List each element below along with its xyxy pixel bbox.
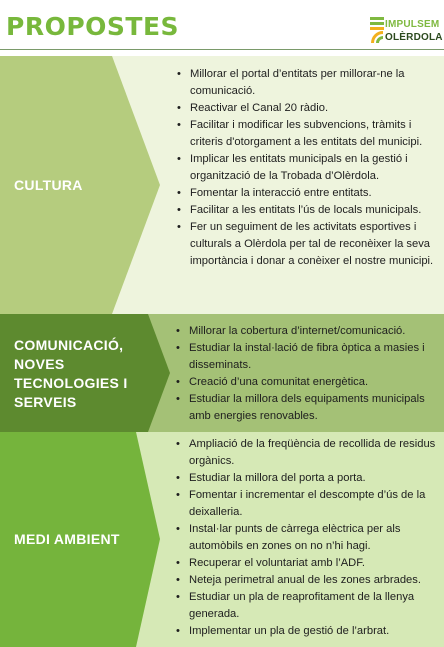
list-item: • Fer un seguiment de les activitats esportives i culturals a Olèrdola per tal de reconèixer la seva importància i donar a conèixer el nostre municipi. [176,219,434,270]
section-comunicacio-arrow [148,314,170,432]
list-item: • Fomentar i incrementar el descompte d’ús de la deixalleria. [175,487,437,521]
list-item: • Neteja perimetral anual de les zones arbrades. [175,572,437,589]
logo-text-impulsem: IMPULSEM [385,19,440,30]
list-item: • Implicar les entitats municipals en la gestió i organització de la Trobada d’Olèrdola. [176,151,434,185]
section-cultura-list [176,66,434,270]
list-item: • Ampliació de la freqüència de recollida de residus orgànics. [175,436,437,470]
list-item: • Implementar un pla de gestió de l’arbrat. [175,623,437,640]
list-item: • Fomentar la interacció entre entitats. [176,185,434,202]
list-item: • Facilitar a les entitats l’ús de locals municipals. [176,202,434,219]
section-comunicacio-title: COMUNICACIÓ, NOVES TECNOLOGIES I SERVEIS [14,337,128,410]
section-comunicacio [0,314,444,432]
list-item: • Creació d’una comunitat energètica. [175,374,435,391]
section-medi-ambient-list [175,436,437,640]
list-item: • Estudiar la millora dels equipaments municipals amb energies renovables. [175,391,435,425]
list-item: • Instal·lar punts de càrrega elèctrica per als automòbils en zones on no n’hi hagi. [175,521,437,555]
section-cultura-title: CULTURA [14,177,83,193]
section-cultura-arrow [112,56,160,314]
section-medi-ambient [0,432,444,647]
section-comunicacio-list [175,323,435,425]
list-item: • Estudiar un pla de reaprofitament de la llenya generada. [175,589,437,623]
list-item: • Estudiar la millora del porta a porta. [175,470,437,487]
page-title: PROPOSTES [6,12,180,41]
logo-text-olerdola: OLÈRDOLA [385,32,443,43]
impulsem-olerdola-logo [370,16,443,46]
list-item: • Millorar la cobertura d’internet/comunicació. [175,323,435,340]
section-cultura [0,56,444,314]
list-item: • Millorar el portal d’entitats per millorar-ne la comunicació. [176,66,434,100]
section-medi-ambient-arrow [136,432,160,647]
list-item: • Estudiar la instal·lació de fibra òptica a masies i disseminats. [175,340,435,374]
list-item: • Recuperar el voluntariat amb l’ADF. [175,555,437,572]
list-item: • Facilitar i modificar les subvencions, tràmits i criteris d'otorgament a les entitats del municipi. [176,117,434,151]
section-medi-ambient-title: MEDI AMBIENT [14,531,120,547]
logo-icon [370,16,384,44]
header [0,0,444,54]
list-item: • Reactivar el Canal 20 ràdio. [176,100,434,117]
header-divider [0,49,444,50]
